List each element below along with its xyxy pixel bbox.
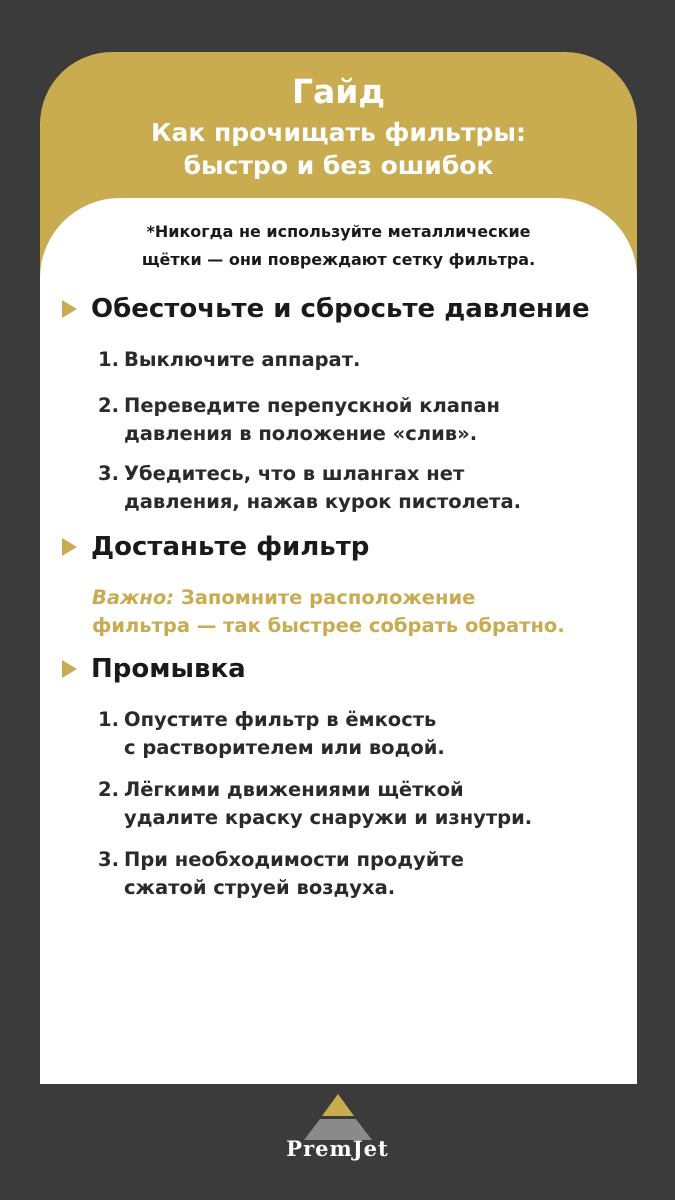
step-number: 3. bbox=[98, 462, 119, 485]
step-number: 2. bbox=[98, 778, 119, 801]
step-text-line2: с растворителем или водой. bbox=[124, 736, 445, 759]
step-text-line2: давления в положение «слив». bbox=[124, 422, 478, 445]
step-item bbox=[98, 346, 360, 374]
step-text-line2: сжатой струей воздуха. bbox=[124, 876, 396, 899]
step-item bbox=[98, 706, 445, 762]
step-text-line2: давления, нажав курок пистолета. bbox=[124, 490, 522, 513]
step-number: 1. bbox=[98, 348, 119, 371]
triangle-bullet-icon bbox=[62, 660, 77, 678]
step-text: Лёгкими движениями щёткой bbox=[124, 778, 464, 801]
guide-header bbox=[40, 52, 637, 182]
warning-note-line1: *Никогда не используйте металлические bbox=[146, 222, 531, 241]
step-item bbox=[98, 846, 464, 902]
triangle-bullet-icon bbox=[62, 538, 77, 556]
step-text: При необходимости продуйте bbox=[124, 848, 464, 871]
step-text: Выключите аппарат. bbox=[124, 348, 361, 371]
section-heading-remove-filter bbox=[62, 532, 369, 562]
step-item bbox=[98, 392, 500, 448]
step-item bbox=[98, 776, 532, 832]
section-title: Обесточьте и сбросьте давление bbox=[91, 294, 590, 324]
step-item bbox=[98, 460, 521, 516]
step-text: Опустите фильтр в ёмкость bbox=[124, 708, 437, 731]
step-number: 3. bbox=[98, 848, 119, 871]
brand-logo-text: PremJet bbox=[286, 1136, 389, 1161]
step-text: Убедитесь, что в шлангах нет bbox=[124, 462, 465, 485]
important-label: Важно: bbox=[92, 586, 175, 609]
section-title: Промывка bbox=[91, 654, 246, 684]
triangle-bullet-icon bbox=[62, 300, 77, 318]
step-number: 1. bbox=[98, 708, 119, 731]
important-text: Запомните расположение bbox=[180, 586, 476, 609]
content-panel bbox=[40, 198, 637, 1084]
important-note bbox=[92, 584, 565, 640]
important-text-line2: фильтра — так быстрее собрать обратно. bbox=[92, 614, 565, 637]
section-heading-power-off bbox=[62, 294, 590, 324]
section-heading-rinse bbox=[62, 654, 246, 684]
guide-subtitle-line1: Как прочищать фильтры: bbox=[151, 118, 526, 147]
step-number: 2. bbox=[98, 394, 119, 417]
pyramid-logo-graphic bbox=[298, 1094, 378, 1142]
guide-card bbox=[40, 52, 637, 1084]
warning-note-line2: щётки — они повреждают сетку фильтра. bbox=[141, 250, 536, 269]
step-text-line2: удалите краску снаружи и изнутри. bbox=[124, 806, 533, 829]
guide-subtitle-line2: быстро и без ошибок bbox=[183, 151, 494, 180]
guide-title: Гайд bbox=[291, 72, 386, 111]
warning-note bbox=[40, 218, 637, 274]
step-text: Переведите перепускной клапан bbox=[124, 394, 500, 417]
section-title: Достаньте фильтр bbox=[91, 532, 370, 562]
